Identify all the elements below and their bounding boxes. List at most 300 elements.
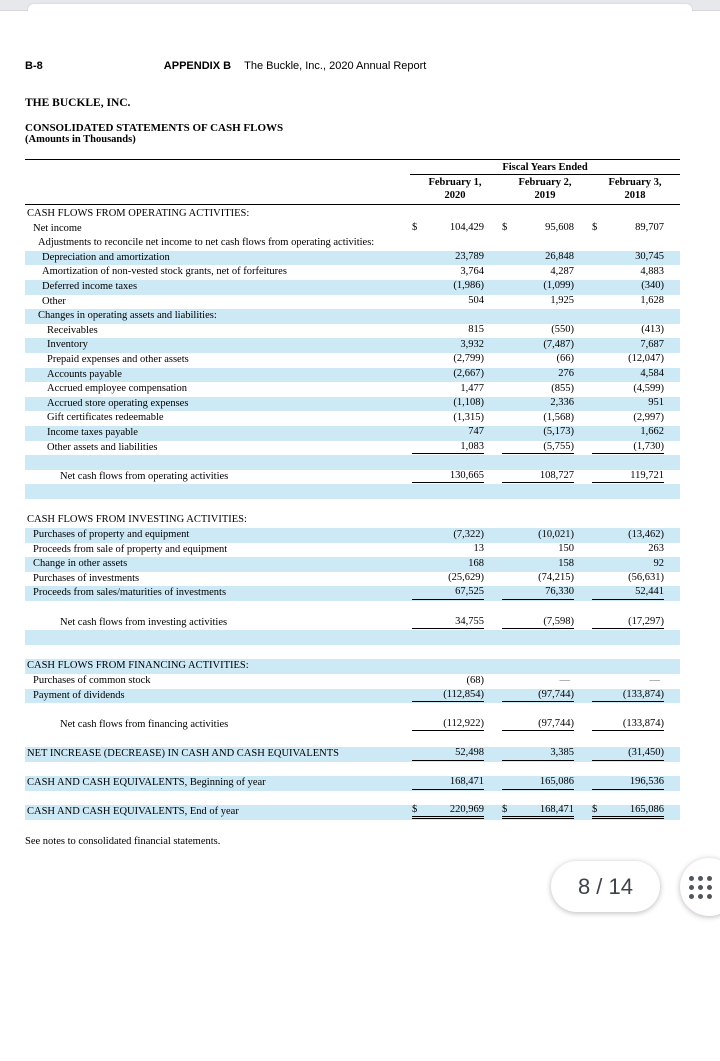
- row-label: [25, 791, 410, 806]
- cell-value: 165,086: [539, 776, 574, 788]
- currency-symbol: $: [412, 804, 418, 816]
- value-cell: [410, 805, 500, 820]
- value-cell: [500, 776, 590, 791]
- value-cell: [590, 499, 680, 514]
- table-row: [25, 718, 680, 733]
- cell-value: 1,083: [460, 440, 484, 452]
- cell-value: 1,477: [460, 382, 484, 394]
- table-row: [25, 382, 680, 397]
- spacer-row: [25, 499, 680, 514]
- column-header: February 1, 2020: [428, 177, 482, 201]
- row-label: CASH AND CASH EQUIVALENTS, End of year: [27, 806, 239, 818]
- row-label: Receivables: [47, 324, 98, 336]
- row-label: [25, 645, 410, 660]
- value-cell: [590, 703, 680, 718]
- cell-value: (56,631): [628, 572, 664, 584]
- value-cell: [500, 659, 590, 674]
- cell-value: 13: [473, 543, 484, 555]
- value-cell: [410, 586, 500, 601]
- value-cell: [410, 718, 500, 733]
- value-cell: [500, 207, 590, 222]
- cell-value: (2,799): [453, 353, 484, 365]
- row-label: [25, 703, 410, 718]
- table-row: [25, 543, 680, 558]
- cell-value: 104,429: [449, 222, 484, 234]
- row-label: Net cash flows from operating activities: [60, 470, 229, 482]
- cell-value: (1,986): [453, 280, 484, 292]
- spacer-row: [25, 484, 680, 499]
- value-cell: [590, 382, 680, 397]
- cash-flow-table: [25, 159, 680, 820]
- value-cell: [410, 470, 500, 485]
- value-cell: [500, 805, 590, 820]
- value-cell: [500, 353, 590, 368]
- value-cell: [500, 426, 590, 441]
- cell-value: (97,744): [538, 717, 574, 729]
- cell-value: 276: [558, 368, 574, 380]
- cell-value: (13,462): [628, 528, 664, 540]
- cell-value: 815: [468, 324, 484, 336]
- cell-value: 52,498: [455, 746, 484, 758]
- value-cell: [590, 659, 680, 674]
- appendix-label: APPENDIX B: [163, 60, 232, 72]
- table-row: [25, 338, 680, 353]
- value-cell: [410, 499, 500, 514]
- cell-value: 4,287: [550, 265, 574, 277]
- cell-value: 158: [558, 557, 574, 569]
- value-cell: [590, 455, 680, 470]
- value-cell: [500, 616, 590, 631]
- value-cell: [410, 251, 500, 266]
- cell-value: (66): [556, 353, 574, 365]
- column-header-spacer: [25, 177, 410, 202]
- value-cell: [410, 601, 500, 616]
- value-cell: [410, 397, 500, 412]
- cell-value: 3,932: [460, 338, 484, 350]
- value-cell: [410, 338, 500, 353]
- value-cell: [410, 455, 500, 470]
- value-cell: [410, 659, 500, 674]
- cell-value: 220,969: [449, 804, 484, 816]
- value-cell: [590, 513, 680, 528]
- row-label: Proceeds from sales/maturities of investments: [33, 587, 227, 599]
- value-cell: [590, 411, 680, 426]
- value-cell: [500, 543, 590, 558]
- value-cell: [500, 280, 590, 295]
- table-row: [25, 353, 680, 368]
- cell-value: 168,471: [539, 804, 574, 816]
- table-row: [25, 747, 680, 762]
- cell-value: (12,047): [628, 353, 664, 365]
- cell-value: (855): [551, 382, 574, 394]
- value-cell: [500, 528, 590, 543]
- value-cell: [410, 674, 500, 689]
- value-cell: [590, 616, 680, 631]
- cell-value: (25,629): [448, 572, 484, 584]
- table-row: [25, 411, 680, 426]
- row-label: Adjustments to reconcile net income to net cash flows from operating activities:: [38, 237, 375, 249]
- table-row: [25, 776, 680, 791]
- value-cell: [410, 368, 500, 383]
- cell-value: 89,707: [635, 222, 664, 234]
- row-label: CASH AND CASH EQUIVALENTS, Beginning of year: [27, 777, 266, 789]
- value-cell: [410, 295, 500, 310]
- row-label: Net income: [33, 222, 82, 234]
- row-label: Other assets and liabilities: [47, 441, 158, 453]
- row-label: Net cash flows from financing activities: [60, 718, 229, 730]
- table-row: [25, 397, 680, 412]
- fiscal-caption-row: [25, 162, 680, 175]
- cell-value: 1,628: [640, 295, 664, 307]
- row-label: Proceeds from sale of property and equipment: [33, 543, 228, 555]
- row-label: Accrued store operating expenses: [47, 397, 189, 409]
- cell-value: 130,665: [449, 469, 484, 481]
- value-cell: [410, 484, 500, 499]
- value-cell: [590, 776, 680, 791]
- currency-symbol: $: [502, 222, 508, 234]
- currency-symbol: $: [592, 804, 598, 816]
- cell-value: 2,336: [550, 397, 574, 409]
- value-cell: [500, 309, 590, 324]
- spacer-row: [25, 791, 680, 806]
- page-indicator: [551, 861, 660, 912]
- value-cell: [590, 805, 680, 820]
- value-cell: [410, 732, 500, 747]
- value-cell: [590, 397, 680, 412]
- spacer-row: [25, 703, 680, 718]
- value-cell: [590, 484, 680, 499]
- value-cell: [410, 572, 500, 587]
- table-row: [25, 572, 680, 587]
- value-cell: [410, 747, 500, 762]
- value-cell: [500, 732, 590, 747]
- value-cell: [410, 762, 500, 777]
- cell-value: (1,108): [453, 397, 484, 409]
- row-label: Depreciation and amortization: [42, 251, 170, 263]
- table-row: [25, 805, 680, 820]
- row-label: NET INCREASE (DECREASE) IN CASH AND CASH EQUIVALENTS: [27, 747, 339, 759]
- row-label: [25, 732, 410, 747]
- value-cell: [590, 280, 680, 295]
- value-cell: [500, 368, 590, 383]
- cell-value: (7,598): [543, 615, 574, 627]
- table-row: [25, 528, 680, 543]
- value-cell: [410, 528, 500, 543]
- row-label: Other: [42, 295, 66, 307]
- row-label: CASH FLOWS FROM OPERATING ACTIVITIES:: [27, 208, 250, 219]
- cell-value: 3,385: [550, 746, 574, 758]
- value-cell: [500, 718, 590, 733]
- cell-value: 1,662: [640, 426, 664, 438]
- table-row: [25, 659, 680, 674]
- table-row: [25, 441, 680, 456]
- value-cell: [500, 762, 590, 777]
- cell-value: (4,599): [633, 382, 664, 394]
- cell-value: (2,997): [633, 411, 664, 423]
- table-row: [25, 513, 680, 528]
- cell-value: 52,441: [635, 586, 664, 598]
- row-label: [25, 762, 410, 777]
- cell-value: (112,922): [443, 717, 484, 729]
- table-row: [25, 368, 680, 383]
- cell-value: 951: [648, 397, 664, 409]
- cell-value: 95,608: [545, 222, 574, 234]
- value-cell: [410, 616, 500, 631]
- value-cell: [410, 265, 500, 280]
- value-cell: [500, 470, 590, 485]
- cell-value: (413): [641, 324, 664, 336]
- column-header: February 2, 2019: [518, 177, 572, 201]
- spacer-row: [25, 601, 680, 616]
- value-cell: [590, 295, 680, 310]
- row-label: [25, 484, 410, 499]
- value-cell: [500, 338, 590, 353]
- value-cell: [410, 382, 500, 397]
- row-label: Accrued employee compensation: [47, 383, 187, 395]
- statement-subtitle: (Amounts in Thousands): [25, 134, 136, 145]
- row-label: Accounts payable: [47, 368, 122, 380]
- value-cell: [590, 718, 680, 733]
- row-label: Change in other assets: [33, 558, 128, 570]
- cell-value: 34,755: [455, 615, 484, 627]
- table-row: [25, 324, 680, 339]
- table-row: [25, 295, 680, 310]
- cell-value: —: [649, 674, 660, 686]
- value-cell: [590, 309, 680, 324]
- cell-value: 168: [468, 557, 484, 569]
- value-cell: [410, 513, 500, 528]
- row-label: Changes in operating assets and liabilities:: [38, 310, 217, 322]
- value-cell: [500, 295, 590, 310]
- cell-value: 1,925: [550, 295, 574, 307]
- cell-value: 92: [653, 557, 664, 569]
- value-cell: [410, 426, 500, 441]
- value-cell: [410, 689, 500, 704]
- row-label: Income taxes payable: [47, 426, 138, 438]
- cell-value: (1,315): [453, 411, 484, 423]
- value-cell: [590, 732, 680, 747]
- cell-value: 119,721: [630, 469, 664, 481]
- cell-value: 4,584: [640, 368, 664, 380]
- cell-value: 23,789: [455, 251, 484, 263]
- table-row: [25, 222, 680, 237]
- cell-value: (7,322): [453, 528, 484, 540]
- cell-value: 263: [648, 543, 664, 555]
- cell-value: 747: [468, 426, 484, 438]
- value-cell: [500, 397, 590, 412]
- row-label: [25, 455, 410, 470]
- value-cell: [500, 251, 590, 266]
- value-cell: [590, 762, 680, 777]
- cell-value: 7,687: [640, 338, 664, 350]
- cell-value: (10,021): [538, 528, 574, 540]
- value-cell: [410, 353, 500, 368]
- value-cell: [590, 251, 680, 266]
- row-label: [25, 601, 410, 616]
- value-cell: [410, 280, 500, 295]
- value-cell: [410, 411, 500, 426]
- value-cell: [590, 207, 680, 222]
- value-cell: [590, 572, 680, 587]
- value-cell: [500, 382, 590, 397]
- currency-symbol: $: [412, 222, 418, 234]
- viewer-top-chrome: [0, 0, 720, 11]
- cell-value: 3,764: [460, 265, 484, 277]
- value-cell: [590, 689, 680, 704]
- value-cell: [590, 441, 680, 456]
- value-cell: [500, 572, 590, 587]
- table-row: [25, 207, 680, 222]
- cell-value: 30,745: [635, 251, 664, 263]
- value-cell: [410, 236, 500, 251]
- value-cell: [590, 265, 680, 280]
- table-row: [25, 265, 680, 280]
- value-cell: [590, 747, 680, 762]
- spacer-row: [25, 645, 680, 660]
- value-cell: [590, 601, 680, 616]
- value-cell: [410, 557, 500, 572]
- row-label: CASH FLOWS FROM FINANCING ACTIVITIES:: [27, 660, 249, 672]
- row-label: Purchases of investments: [33, 572, 140, 584]
- value-cell: [590, 426, 680, 441]
- statement-title: CONSOLIDATED STATEMENTS OF CASH FLOWS: [25, 122, 284, 134]
- cashflow-table-body: [25, 207, 680, 820]
- cell-value: (133,874): [622, 688, 664, 700]
- cell-value: (5,173): [543, 426, 574, 438]
- cell-value: (2,667): [453, 368, 484, 380]
- value-cell: [590, 236, 680, 251]
- row-label: CASH FLOWS FROM INVESTING ACTIVITIES:: [27, 514, 247, 526]
- row-label: Amortization of non-vested stock grants, net of forfeitures: [42, 266, 287, 278]
- page-indicator-text: 8 / 14: [577, 873, 633, 899]
- row-label: Gift certificates redeemable: [47, 412, 164, 424]
- cell-value: —: [559, 674, 570, 686]
- value-cell: [590, 674, 680, 689]
- column-headers: [410, 177, 680, 202]
- cell-value: (1,568): [543, 411, 574, 423]
- footnote: See notes to consolidated financial statements.: [25, 835, 221, 847]
- value-cell: [590, 470, 680, 485]
- table-row: [25, 616, 680, 631]
- cell-value: (550): [551, 324, 574, 336]
- value-cell: [500, 703, 590, 718]
- cell-value: (5,755): [543, 440, 574, 452]
- table-row: [25, 426, 680, 441]
- cell-value: 168,471: [449, 776, 484, 788]
- value-cell: [590, 222, 680, 237]
- spacer-row: [25, 732, 680, 747]
- table-row: [25, 309, 680, 324]
- table-row: [25, 689, 680, 704]
- cell-value: (133,874): [622, 717, 664, 729]
- value-cell: [590, 543, 680, 558]
- table-row: [25, 470, 680, 485]
- cell-value: 150: [558, 543, 574, 555]
- value-cell: [410, 441, 500, 456]
- value-cell: [500, 747, 590, 762]
- value-cell: [590, 645, 680, 660]
- table-row: [25, 674, 680, 689]
- header-rule: [25, 202, 680, 205]
- value-cell: [410, 645, 500, 660]
- value-cell: [590, 557, 680, 572]
- cell-value: (17,297): [628, 615, 664, 627]
- cell-value: (340): [641, 280, 664, 292]
- caption-spacer: [25, 162, 410, 175]
- value-cell: [590, 338, 680, 353]
- value-cell: [410, 543, 500, 558]
- spacer-row: [25, 630, 680, 645]
- cell-value: (31,450): [628, 746, 664, 758]
- cell-value: 108,727: [539, 469, 574, 481]
- page-sheet-top: [28, 4, 692, 12]
- table-row: [25, 557, 680, 572]
- value-cell: [500, 557, 590, 572]
- value-cell: [500, 586, 590, 601]
- value-cell: [500, 411, 590, 426]
- cell-value: 67,525: [455, 586, 484, 598]
- report-title: The Buckle, Inc., 2020 Annual Report: [244, 60, 427, 72]
- value-cell: [500, 674, 590, 689]
- value-cell: [590, 528, 680, 543]
- value-cell: [500, 441, 590, 456]
- column-header: February 3, 2018: [608, 177, 662, 201]
- cell-value: 196,536: [629, 776, 664, 788]
- page-label: B-8: [25, 60, 43, 72]
- table-row: [25, 236, 680, 251]
- value-cell: [410, 309, 500, 324]
- row-label: [25, 499, 410, 514]
- cell-value: (1,099): [543, 280, 574, 292]
- value-cell: [500, 499, 590, 514]
- cell-value: 504: [468, 295, 484, 307]
- cell-value: (1,730): [633, 440, 664, 452]
- value-cell: [410, 222, 500, 237]
- row-label: Purchases of common stock: [33, 675, 151, 686]
- value-cell: [590, 353, 680, 368]
- value-cell: [590, 630, 680, 645]
- cell-value: 76,330: [545, 586, 574, 598]
- value-cell: [500, 236, 590, 251]
- table-row: [25, 251, 680, 266]
- fiscal-years-caption: Fiscal Years Ended: [410, 162, 680, 175]
- row-label: Inventory: [47, 339, 88, 351]
- value-cell: [500, 222, 590, 237]
- currency-symbol: $: [502, 804, 508, 816]
- value-cell: [500, 484, 590, 499]
- cell-value: (112,854): [443, 688, 484, 700]
- value-cell: [410, 703, 500, 718]
- cell-value: (74,215): [538, 572, 574, 584]
- value-cell: [500, 630, 590, 645]
- running-header: [25, 60, 680, 72]
- value-cell: [590, 324, 680, 339]
- cell-value: (7,487): [543, 338, 574, 350]
- value-cell: [500, 645, 590, 660]
- cell-value: (97,744): [538, 688, 574, 700]
- value-cell: [500, 513, 590, 528]
- cell-value: 26,848: [545, 251, 574, 263]
- table-row: [25, 586, 680, 601]
- value-cell: [410, 630, 500, 645]
- value-cell: [590, 586, 680, 601]
- grid-icon: [689, 876, 712, 899]
- value-cell: [500, 265, 590, 280]
- cell-value: 165,086: [629, 804, 664, 816]
- value-cell: [500, 324, 590, 339]
- row-label: [25, 630, 410, 645]
- spacer-row: [25, 455, 680, 470]
